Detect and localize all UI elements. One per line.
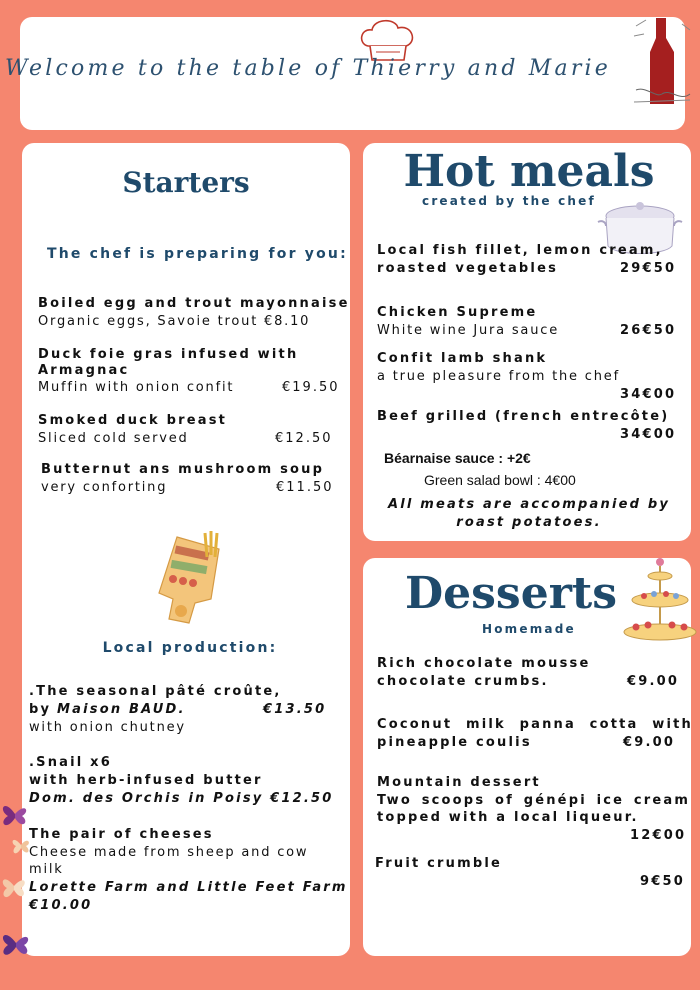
cake-stand-icon (622, 556, 698, 648)
dessert-desc-3: Two scoops of génépi ice cream (377, 793, 691, 808)
hot-price-4: 34€00 (620, 427, 677, 442)
dessert-name-3: Mountain dessert (377, 775, 541, 790)
local-1-maker: Maison BAUD. (57, 702, 186, 717)
dessert-price-2: €9.00 (623, 735, 676, 750)
local-3-line1: The pair of cheeses (29, 827, 214, 842)
hot-meals-subtitle: created by the chef (422, 194, 596, 208)
local-2-line2: with herb-infused butter (29, 773, 263, 788)
hot-price-3: 34€00 (620, 387, 677, 402)
local-production-title: Local production: (102, 640, 278, 656)
local-3-line4: Lorette Farm and Little Feet Farm (29, 880, 348, 895)
hot-meals-title: Hot meals (403, 146, 655, 197)
desserts-subtitle: Homemade (482, 622, 576, 636)
dessert-price-1: €9.00 (627, 674, 680, 689)
butterfly-icon (0, 796, 30, 832)
dessert-desc-1: chocolate crumbs. (377, 674, 549, 689)
starter-desc-3: Sliced cold served (38, 431, 189, 446)
local-3-line5: €10.00 (29, 898, 93, 913)
dessert-price-3: 12€00 (630, 828, 687, 843)
welcome-text: Welcome to the table of Thierry and Marie (5, 56, 612, 81)
dessert-name-4: Fruit crumble (375, 856, 503, 871)
starter-price-3: €12.50 (275, 431, 333, 446)
starter-desc-4: very conforting (41, 480, 168, 495)
hot-price-2: 26€50 (620, 323, 677, 338)
hot-desc-3: a true pleasure from the chef (377, 369, 620, 384)
hot-name-2: Chicken Supreme (377, 305, 538, 320)
starters-title: Starters (122, 166, 250, 199)
local-1-price: €13.50 (263, 702, 327, 717)
dessert-name-2: Coconut milk panna cotta with (377, 717, 693, 732)
hot-name-1: Local fish fillet, lemon cream, (377, 243, 663, 258)
hot-name-4: Beef grilled (french entrecôte) (377, 409, 670, 424)
local-3-line3: milk (29, 862, 64, 877)
starter-desc-2: Muffin with onion confit (38, 380, 235, 395)
desserts-title: Desserts (405, 568, 617, 619)
hot-price-1: 29€50 (620, 261, 677, 276)
local-2-line1: .Snail x6 (29, 755, 112, 770)
local-2-line3: Dom. des Orchis in Poisy €12.50 (29, 791, 334, 806)
local-1-line1: .The seasonal pâté croûte, (29, 684, 282, 699)
hot-name-3: Confit lamb shank (377, 351, 548, 366)
meats-note-2: roast potatoes. (456, 515, 602, 530)
starter-desc-1: Organic eggs, Savoie trout €8.10 (38, 314, 311, 329)
local-1-by: by (29, 702, 52, 717)
charcuterie-board-icon (155, 527, 235, 627)
starter-name-1: Boiled egg and trout mayonnaise (38, 296, 350, 311)
butterfly-icon (0, 924, 32, 962)
green-salad: Green salad bowl : 4€00 (424, 472, 576, 488)
hot-desc-2: White wine Jura sauce (377, 323, 559, 338)
butterfly-icon (10, 832, 32, 858)
local-1-line3: with onion chutney (29, 720, 186, 735)
dessert-desc-2: pineapple coulis (377, 735, 532, 750)
bearnaise-sauce: Béarnaise sauce : +2€ (384, 450, 531, 466)
starter-price-4: €11.50 (276, 480, 334, 495)
dessert-name-1: Rich chocolate mousse (377, 656, 591, 671)
starter-name-3: Smoked duck breast (38, 413, 228, 428)
starter-name-4: Butternut ans mushroom soup (41, 462, 325, 477)
starter-price-2: €19.50 (282, 380, 340, 395)
local-3-line2: Cheese made from sheep and cow (29, 845, 309, 860)
starter-name-2b: Armagnac (38, 363, 130, 378)
meats-note-1: All meats are accompanied by (387, 497, 671, 512)
dessert-price-4: 9€50 (640, 874, 685, 889)
starter-name-2: Duck foie gras infused with (38, 347, 299, 362)
hot-desc-1: roasted vegetables (377, 261, 559, 276)
butterfly-icon (0, 868, 28, 904)
dessert-desc-3b: topped with a local liqueur. (377, 810, 639, 825)
starters-subtitle: The chef is preparing for you: (47, 246, 348, 262)
